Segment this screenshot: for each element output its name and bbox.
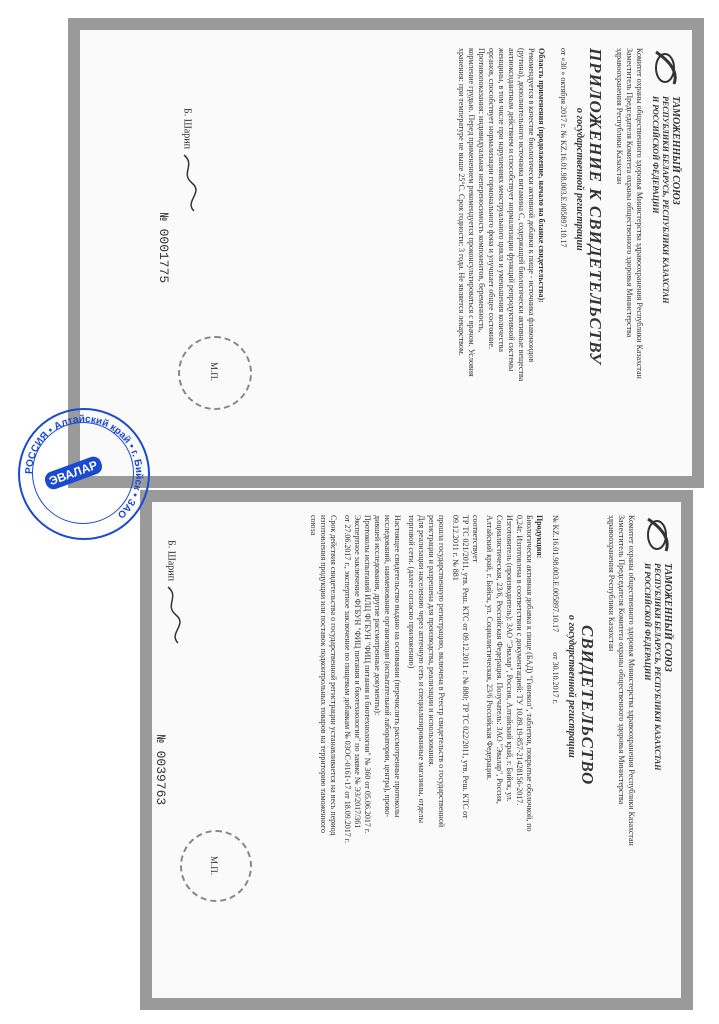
validity-line: Срок действия свидетельства о государственной регистрации устанавливается на весь период xyxy=(329,515,338,836)
official-seal: М.П. xyxy=(178,336,252,410)
basis-line: Экспертное заключение ФГБУН "ФИЦ питания и биотехнологии" по заявке № ЭЗ/2017/361 xyxy=(353,515,362,829)
scope-line: органов, способствует нормализации гормонального фона и улучшает общее состояние. xyxy=(487,48,496,349)
signatory-name: Б. Шарип xyxy=(181,108,193,149)
usage-line: прошла государственную регистрацию, включена в Реестр свидетельств о государственной xyxy=(437,515,446,828)
product-line: Социалистическая, 23/6, Российская Федерация. Получатель: ЗАО "Эвалар", Россия, xyxy=(495,515,504,804)
company-stamp xyxy=(18,408,150,540)
stamp-logo: ЭВАЛАР xyxy=(43,455,104,492)
usage-line: Для реализации населению через аптечную сеть и специализированные магазины, отделы xyxy=(417,515,426,823)
signatory-name: Б. Шарип xyxy=(165,540,177,581)
appendix-subtitle: о государственной регистрации xyxy=(574,108,585,251)
signature-icon xyxy=(178,153,198,213)
conform-line: соответствует xyxy=(471,515,480,563)
usage-line: регистрации и разрешена для производства, реализации и использования. xyxy=(427,515,436,767)
product-line: Биологически активная добавка к пище (БАД) "Гинекол", таблетки, покрытые оболочкой, по xyxy=(525,515,534,832)
certificate-subtitle: о государственной регистрации xyxy=(566,615,577,758)
union-title: ТАМОЖЕННЫЙ СОЮЗ xyxy=(662,563,673,672)
conform-line: 09.12.2011 г. № 881 xyxy=(451,515,460,581)
validity-line: изготовления продукции или поставок подконтрольных товаров на территорию таможенного xyxy=(319,515,328,833)
validity-line: союза xyxy=(309,515,318,536)
product-line: Алтайский край, г. Бийск, ул. Социалистическая, 23/6 Российская Федерация. xyxy=(485,515,494,781)
scope-line: кормление грудью. Перед применением рекомендуется проконсультироваться с врачом. Условия xyxy=(467,48,476,377)
appendix-signature-block xyxy=(178,108,198,308)
committee-line: Заместитель Председателя Комитета охраны общественного здоровья Министерства xyxy=(625,48,634,338)
scope-line: (рутина), дополнительного источника витамина С, содержащей биологически активные вещества xyxy=(517,48,526,382)
committee-line: Комитет охраны общественного здоровья Министерства здравоохранения Республики Казахстан xyxy=(635,48,644,379)
signature-icon xyxy=(162,585,182,645)
certificate-number: № 0039763 xyxy=(153,735,168,806)
product-line: Изготовитель (производитель): ЗАО "Эвалар", Россия, Алтайский край, г. Бийск, ул. xyxy=(505,515,514,802)
basis-line: Протоколы испытаний ИЛЦ ФГБУН "ФИЦ питания и биотехнологии" № 360 от 05.06.2017 г. xyxy=(363,515,372,834)
certificate-title: СВИДЕТЕЛЬСТВО xyxy=(578,625,597,786)
registration-number: № KZ.16.01.98.003.Е.005897.10.17 xyxy=(551,515,560,633)
committee-line: здравоохранения Республики Казахстан xyxy=(615,48,624,185)
svg-text:РОССИЯ • Алтайский край • г. Б: РОССИЯ • Алтайский край • г. Бийск • ЗАО xyxy=(23,413,145,521)
appendix-certificate xyxy=(68,18,704,488)
scope-line: антиоксидантным действием и способствует нормализации функций репродуктивной системы xyxy=(507,48,516,372)
usage-line: торговой сети. (далее согласно приложению) xyxy=(407,515,416,669)
certificate-signature-block xyxy=(162,540,182,740)
scope-heading: Область применения (продолжение, начало на бланке свидетельства): xyxy=(537,48,546,303)
union-title: ТАМОЖЕННЫЙ СОЮЗ xyxy=(670,96,681,205)
basis-line: дившей исследования, другие рассмотренные документы): xyxy=(373,515,382,716)
republics-title: РЕСПУБЛИКИ БЕЛАРУСЬ, РЕСПУБЛИКИ КАЗАХСТАН xyxy=(661,96,670,304)
registration-date: от 30.10.2017 г. xyxy=(551,652,560,704)
scope-line: женщины, в том числе при нарушениях менструального цикла и уменьшения количества xyxy=(497,48,506,352)
official-seal: М.П. xyxy=(180,830,252,902)
product-label: Продукция: xyxy=(535,515,544,559)
scope-line: Рекомендуется в качестве биологически активной добавки к пище - источника флавоноидов xyxy=(527,48,536,363)
certificate-content xyxy=(308,515,672,985)
basis-line: от 27.06.2017 г., экспертное заключение по пищевым добавкам № 03ОС-0161-17 от 18.09.2017 г. xyxy=(343,515,352,844)
federation-title: И РОССИЙСКОЙ ФЕДЕРАЦИИ xyxy=(651,96,660,214)
conform-line: ТР ТС 021/2011, утв. Реш. КТС от 09.12.2011 г. № 880; ТР ТС 022/2011, утв. Реш. КТС от xyxy=(461,515,470,819)
appendix-title: ПРИЛОЖЕНИЕ К СВИДЕТЕЛЬСТВУ xyxy=(586,48,605,366)
committee-line: Заместитель Председателя Комитета охраны общественного здоровья Министерства xyxy=(617,515,626,805)
committee-line: здравоохранения Республики Казахстан xyxy=(607,515,616,652)
date-line: от «30 » октября 2017 г. № KZ.16.01.98.003.Е.005897.10.17 xyxy=(559,48,568,248)
basis-line: исследований, наименование организации (испытательной лаборатории, центра), прово- xyxy=(383,515,392,818)
emblem-icon xyxy=(650,48,680,88)
emblem-icon xyxy=(642,515,672,555)
appendix-content xyxy=(456,48,680,468)
committee-line: Комитет охраны общественного здоровья Министерства здравоохранения Республики Казахстан xyxy=(627,515,636,846)
scope-line: хранения: при температуре не выше 25°С. Срок годности: 3 года. Не является лекарством. xyxy=(457,48,466,356)
basis-line: Настоящее свидетельство выдано на основании (перечислить рассмотренные протоколы xyxy=(393,515,402,818)
federation-title: И РОССИЙСКОЙ ФЕДЕРАЦИИ xyxy=(643,563,652,681)
scope-line: Противопоказания: индивидуальная непереносимость компонентов, беременность, xyxy=(477,48,486,333)
appendix-number: № 0001775 xyxy=(156,213,171,284)
registration-certificate xyxy=(140,490,693,1010)
product-line: 0,24г. Изготовлена в соответствии с документацией: ТУ 10.89.19-857-21428156-2017. xyxy=(515,515,524,806)
republics-title: РЕСПУБЛИКИ БЕЛАРУСЬ, РЕСПУБЛИКИ КАЗАХСТАН xyxy=(653,563,662,771)
